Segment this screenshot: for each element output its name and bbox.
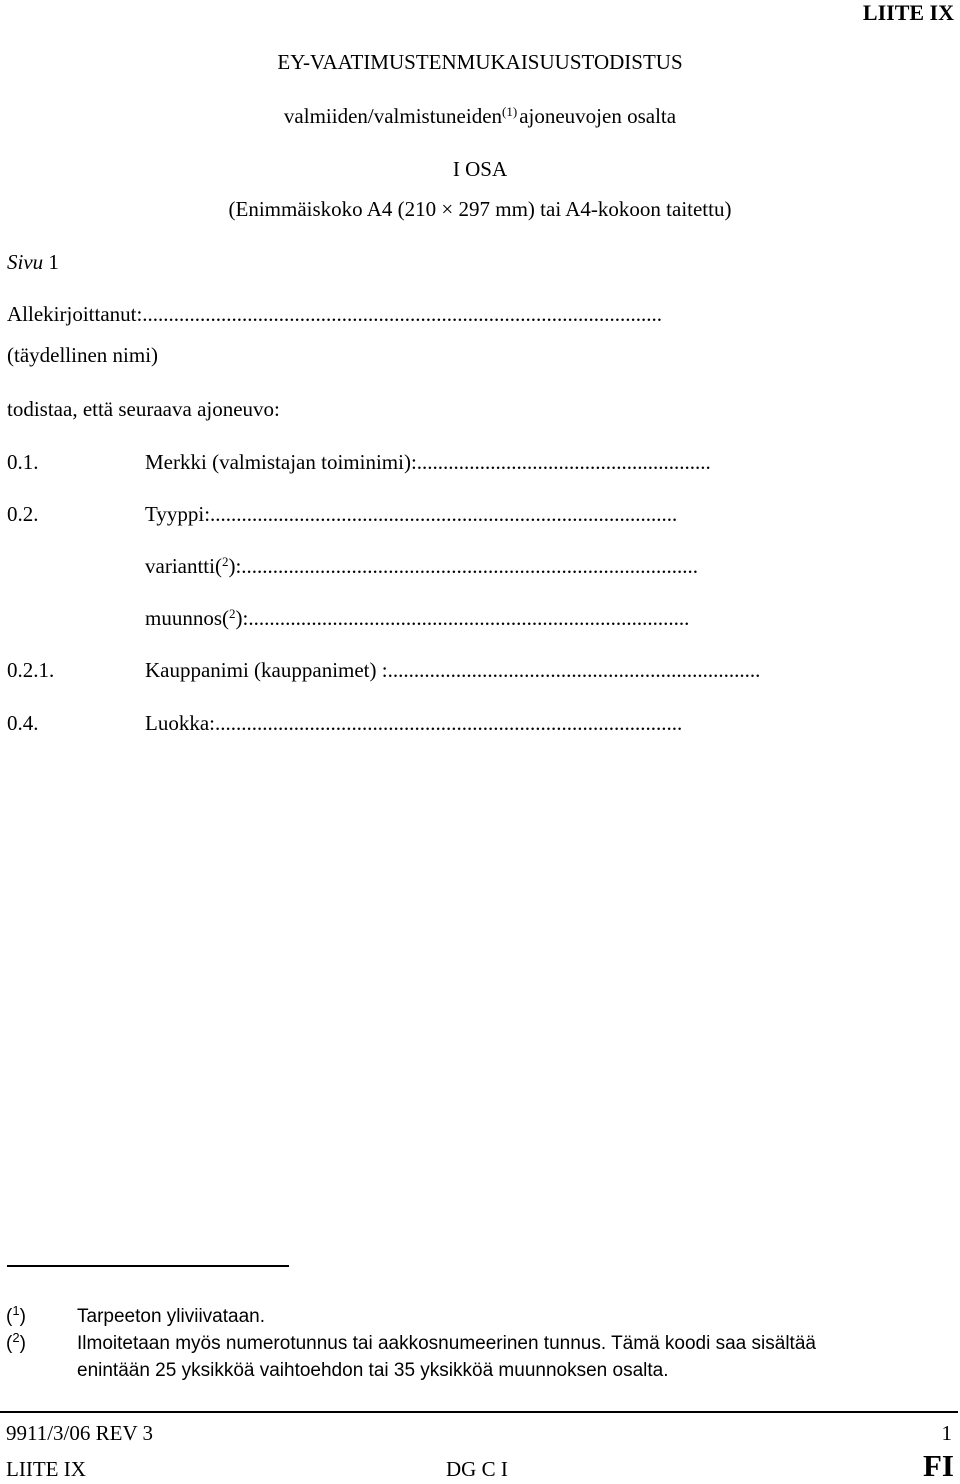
subtitle-text-end: ajoneuvojen osalta xyxy=(519,104,677,128)
variant-footnote-ref: 2 xyxy=(221,554,229,569)
footnote-marker-2: ($^2$) xyxy=(6,1330,26,1354)
make-number: 0.1. xyxy=(7,450,39,474)
footnote-2-line-2: enintään 25 yksikköä vaihtoehdon tai 35 yksikköä muunnoksen osalta. xyxy=(77,1360,669,1381)
footer-doc-reference: 9911/3/06 REV 3 xyxy=(6,1421,154,1445)
full-name-hint: (täydellinen nimi) xyxy=(7,343,159,367)
category-field: Luokka:......................................................................................... xyxy=(145,711,683,735)
annex-label: LIITE IX xyxy=(862,0,954,25)
page-label: Sivu xyxy=(7,250,44,274)
footnote-2-line-1: Ilmoitetaan myös numerotunnus tai aakkosnumeerinen tunnus. Tämä koodi saa sisältää xyxy=(77,1333,816,1354)
variant-field xyxy=(145,554,698,579)
footnote-separator xyxy=(7,1265,289,1267)
footnote-1-text: Tarpeeton yliviivataan. xyxy=(77,1306,265,1327)
footer-language-code: FI xyxy=(923,1448,954,1483)
trade-name-field: Kauppanimi (kauppanimet) :....................................................................... xyxy=(145,658,761,682)
footer-annex: LIITE IX xyxy=(6,1457,86,1481)
part-heading: I OSA xyxy=(452,157,508,181)
version-label: muunnos( xyxy=(145,606,229,630)
variant-label: variantti( xyxy=(145,554,222,578)
format-note: (Enimmäiskoko A4 (210 × 297 mm) tai A4-kokoon taitettu) xyxy=(228,197,732,221)
certification-statement: todistaa, että seuraava ajoneuvo: xyxy=(7,397,280,421)
subtitle-footnote-ref: (1) xyxy=(502,104,518,119)
footer-department: DG C I xyxy=(446,1457,508,1481)
document-title: EY-VAATIMUSTENMUKAISUUSTODISTUS xyxy=(277,50,683,74)
version-footnote-ref: 2 xyxy=(229,606,236,621)
type-field: Tyyppi:......................................................................................... xyxy=(145,502,678,526)
category-number: 0.4. xyxy=(7,711,39,735)
make-field: Merkki (valmistajan toiminimi):........................................................ xyxy=(145,450,711,474)
version-field xyxy=(145,606,689,631)
variant-dots: ):....................................................................................... xyxy=(228,554,699,578)
document-subtitle xyxy=(284,104,676,129)
page-indicator xyxy=(7,250,59,275)
signatory-line: Allekirjoittanut:................................................................................................... xyxy=(7,302,663,326)
trade-name-number: 0.2.1. xyxy=(7,658,55,682)
footnote-marker-1: ($^1$) xyxy=(6,1303,26,1327)
page-number: 1 xyxy=(48,250,59,274)
version-dots: ):.................................................................................... xyxy=(235,606,690,630)
footer-page-number: 1 xyxy=(941,1421,952,1445)
type-number: 0.2. xyxy=(7,502,39,526)
subtitle-text: valmiiden/valmistuneiden xyxy=(283,104,503,128)
footer-rule xyxy=(0,1411,958,1413)
